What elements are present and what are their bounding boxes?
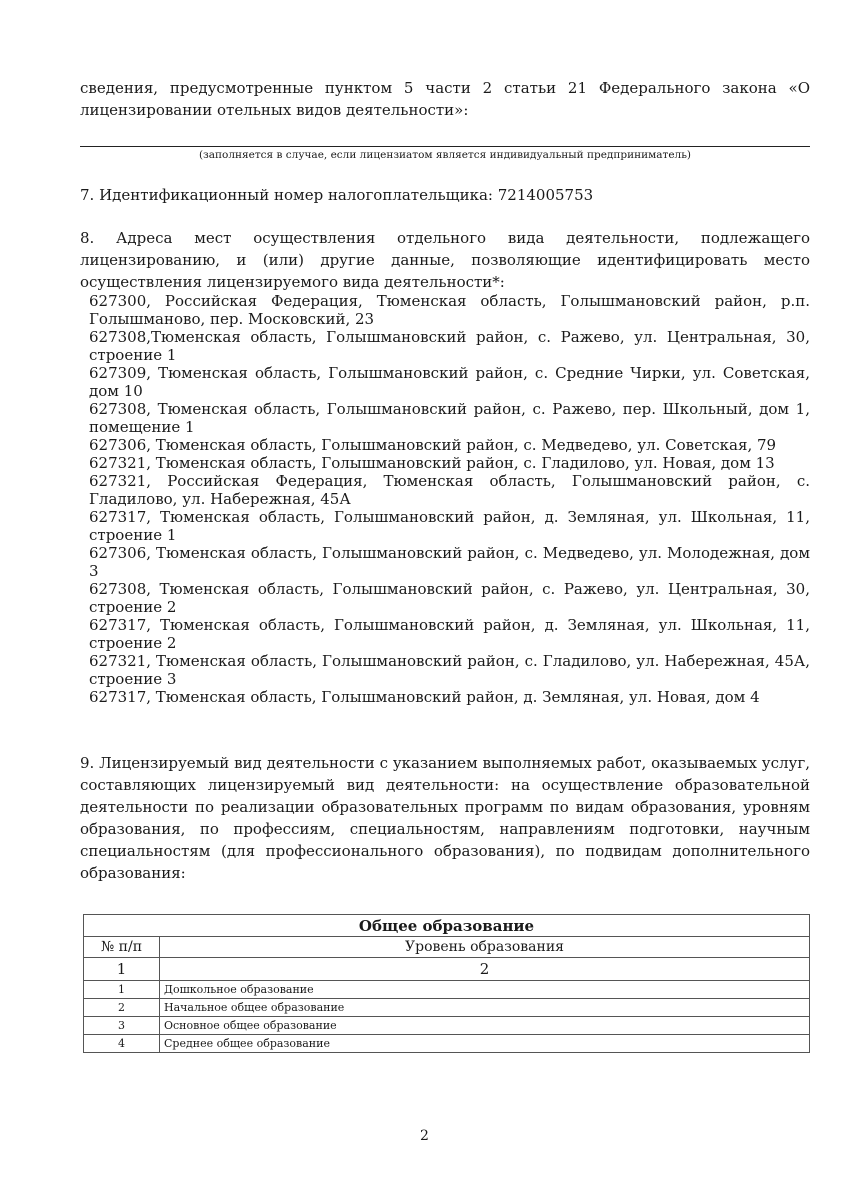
address-item: 627317, Тюменская область, Голышмановский район, д. Земляная, ул. Новая, дом 4	[89, 688, 760, 706]
education-levels-table	[83, 914, 810, 1053]
address-item: 627309, Тюменская область, Голышмановский район, с. Средние Чирки, ул. Советская, дом 10	[89, 364, 810, 400]
header-number: № п/п	[84, 937, 160, 958]
row-level: Среднее общее образование	[160, 1035, 810, 1053]
row-number: 4	[84, 1035, 160, 1053]
address-item: 627308, Тюменская область, Голышмановский район, с. Ражево, пер. Школьный, дом 1, помещение 1	[89, 400, 810, 436]
address-item: 627317, Тюменская область, Голышмановский район, д. Земляная, ул. Школьная, 11, строение 2	[89, 616, 810, 652]
column-number-2: 2	[160, 958, 810, 981]
table-header-row	[84, 937, 810, 958]
table-row	[84, 981, 810, 999]
address-item: 627321, Тюменская область, Голышмановский район, с. Гладилово, ул. Набережная, 45А, строение 3	[89, 652, 810, 688]
address-item: 627317, Тюменская область, Голышмановский район, д. Земляная, ул. Школьная, 11, строение 1	[89, 508, 810, 544]
row-level: Основное общее образование	[160, 1017, 810, 1035]
address-item: 627308,Тюменская область, Голышмановский район, с. Ражево, ул. Центральная, 30, строение 1	[89, 328, 810, 364]
row-number: 2	[84, 999, 160, 1017]
intro-paragraph: сведения, предусмотренные пунктом 5 части 2 статьи 21 Федерального закона «О лицензировании отельных видов деятельности»:	[80, 79, 810, 119]
table-row	[84, 1017, 810, 1035]
address-item: 627321, Тюменская область, Голышмановский район, с. Гладилово, ул. Новая, дом 13	[89, 454, 775, 472]
row-number: 1	[84, 981, 160, 999]
page-number: 2	[420, 1128, 429, 1144]
column-number-row	[84, 958, 810, 981]
row-level: Начальное общее образование	[160, 999, 810, 1017]
column-number-1: 1	[84, 958, 160, 981]
section-7-inn: 7. Идентификационный номер налогоплательщика: 7214005753	[80, 186, 594, 204]
address-item: 627308, Тюменская область, Голышмановский район, с. Ражево, ул. Центральная, 30, строение 2	[89, 580, 810, 616]
fill-in-note: (заполняется в случае, если лицензиатом является индивидуальный предприниматель)	[198, 149, 692, 161]
table-title: Общее образование	[84, 915, 810, 937]
address-list	[89, 292, 810, 706]
section-8-heading: 8. Адреса мест осуществления отдельного вида деятельности, подлежащего лицензированию, и (или) другие данные, позволяющие идентифицировать место осуществления лицензируемого вида деятельности*:	[80, 229, 810, 291]
row-level: Дошкольное образование	[160, 981, 810, 999]
section-9-paragraph: 9. Лицензируемый вид деятельности с указанием выполняемых работ, оказываемых услуг, составляющих лицензируемый вид деятельности: на осуществление образовательной деятельности по реализации образовательных программ по видам образования, уровням образования, по профессиям, специальностям, направлениям подготовки, научным специальностям (для профессионального образования), по подвидам дополнительного образования:	[80, 754, 810, 882]
header-level: Уровень образования	[160, 937, 810, 958]
fill-in-line	[80, 146, 810, 147]
address-item: 627306, Тюменская область, Голышмановский район, с. Медведево, ул. Советская, 79	[89, 436, 777, 454]
table-row	[84, 1035, 810, 1053]
table-row	[84, 999, 810, 1017]
address-item: 627300, Российская Федерация, Тюменская область, Голышмановский район, р.п. Голышманово, пер. Московский, 23	[89, 292, 810, 328]
address-item: 627306, Тюменская область, Голышмановский район, с. Медведево, ул. Молодежная, дом 3	[89, 544, 810, 580]
row-number: 3	[84, 1017, 160, 1035]
address-item: 627321, Российская Федерация, Тюменская область, Голышмановский район, с. Гладилово, ул. Набережная, 45А	[89, 472, 810, 508]
table-title-row	[84, 915, 810, 937]
